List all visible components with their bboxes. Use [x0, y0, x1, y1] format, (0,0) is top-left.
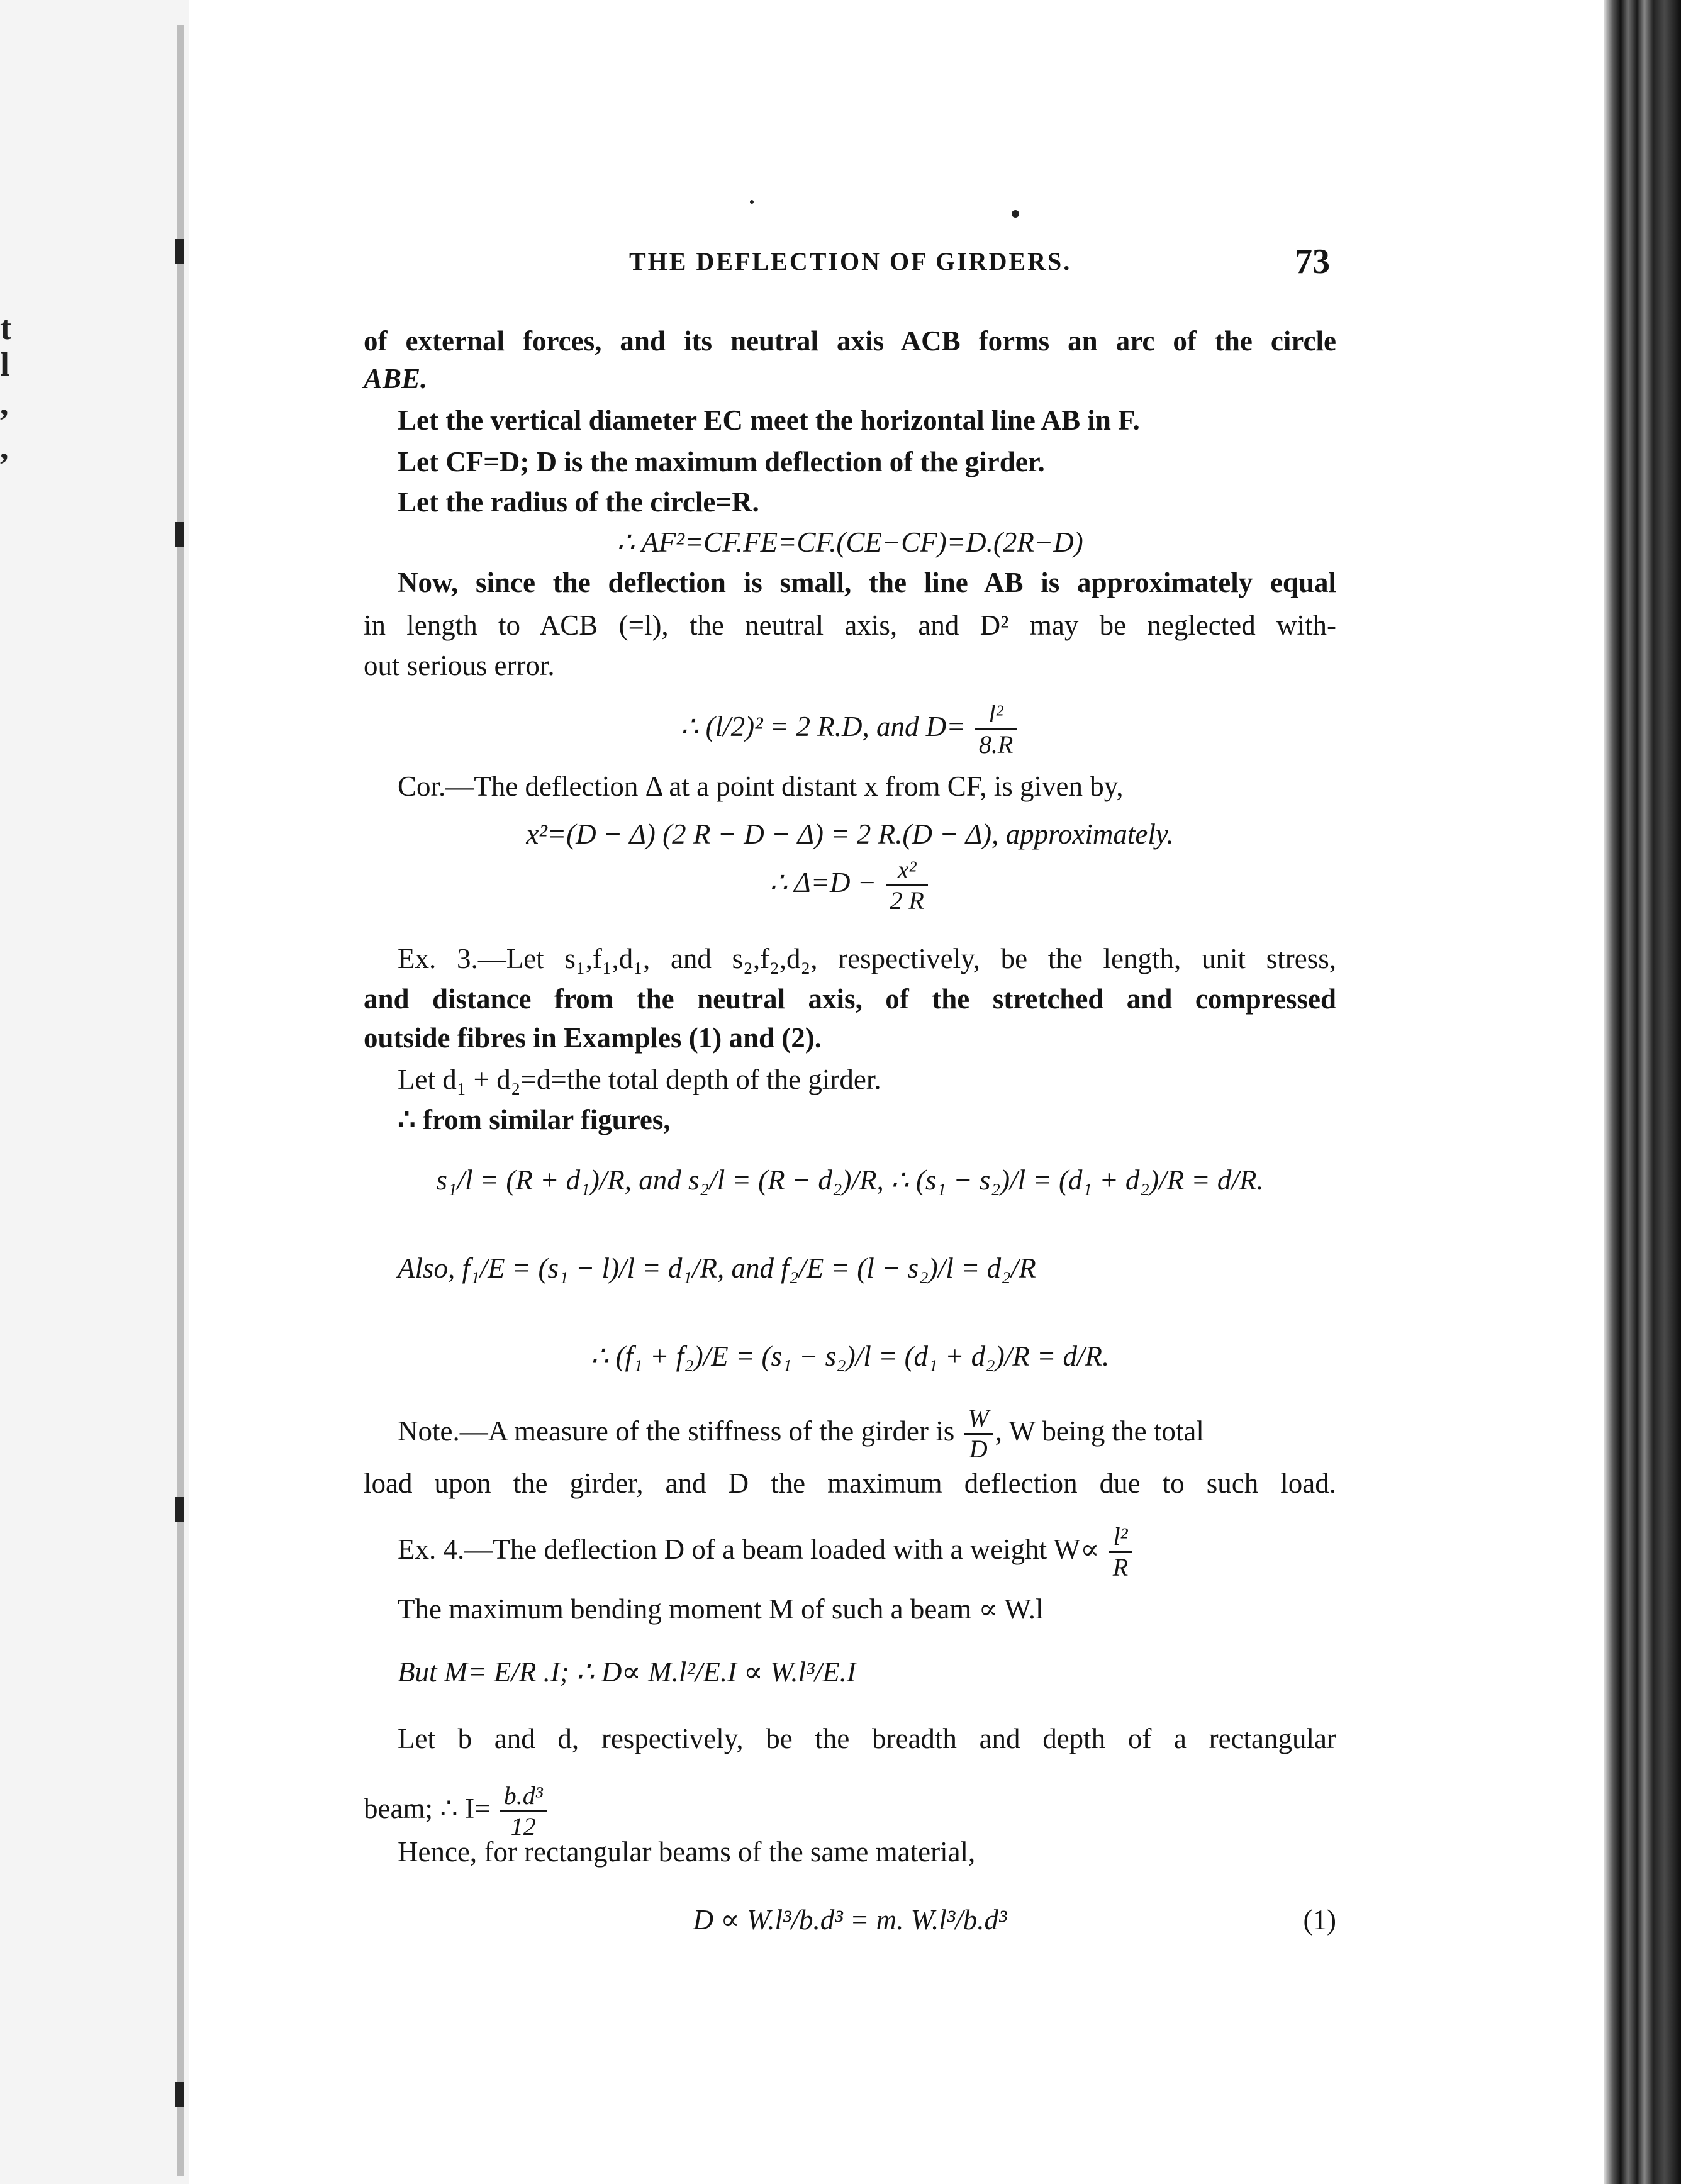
text-line: ABE.	[364, 363, 428, 394]
text-line: out serious error.	[364, 650, 555, 681]
margin-bleed-text: ,	[0, 384, 9, 422]
numerator: l²	[1109, 1522, 1132, 1553]
equation: x²=(D − Δ) (2 R − D − Δ) = 2 R.(D − Δ), approximately.	[526, 818, 1174, 850]
text-line: Cor.—The deflection Δ at a point distant x from CF, is given by,	[398, 771, 1124, 802]
margin-bleed-text: t	[0, 309, 11, 347]
equation-lhs: ∴ (l/2)² = 2 R.D, and D=	[680, 710, 966, 742]
text-line: ∴ from similar figures,	[398, 1104, 671, 1135]
binding-mark	[175, 1497, 184, 1522]
left-gutter	[0, 0, 189, 2184]
binding-mark	[175, 2082, 184, 2107]
fraction	[500, 1781, 547, 1841]
text-line: outside fibres in Examples (1) and (2).	[364, 1022, 822, 1054]
equation: ∴ (f₁ + f₂)/E = (s₁ − s₂)/l = (d₁ + d₂)/R = d/R.	[590, 1340, 1110, 1372]
equation	[364, 855, 1336, 915]
equation-body: D ∝ W.l³/b.d³ = m. W.l³/b.d³	[693, 1904, 1007, 1936]
text-line: Let the radius of the circle=R.	[398, 486, 759, 518]
beam-text: beam; ∴ I=	[364, 1792, 491, 1824]
page-number: 73	[1295, 242, 1330, 281]
example-text: Ex. 4.—The deflection D of a beam loaded with a weight W∝	[398, 1533, 1100, 1565]
text-line: of external forces, and its neutral axis ACB forms an arc of the circle	[364, 325, 1336, 357]
fraction	[964, 1404, 992, 1464]
text-line: Now, since the deflection is small, the line AB is approximately equal	[398, 567, 1336, 598]
margin-bleed-text: ,	[0, 428, 9, 466]
text-line	[398, 1522, 1336, 1582]
denominator: 8.R	[978, 730, 1014, 759]
scan-speck	[750, 200, 754, 204]
fraction	[886, 855, 927, 915]
text-line: in length to ACB (=l), the neutral axis, and D² may be neglected with-	[364, 610, 1336, 641]
page-fold	[177, 25, 184, 2176]
fraction	[975, 699, 1017, 759]
equation: But M= E/R .I; ∴ D∝ M.l²/E.I ∝ W.l³/E.I	[398, 1656, 856, 1688]
denominator: R	[1112, 1553, 1129, 1581]
text-line	[364, 1781, 1336, 1841]
note-text: , W being the total	[995, 1415, 1204, 1447]
binding-mark	[175, 239, 184, 264]
running-title: THE DEFLECTION OF GIRDERS.	[629, 247, 1072, 276]
numerator: l²	[975, 699, 1017, 730]
text-line: Ex. 3.—Let s₁,f₁,d₁, and s₂,f₂,d₂, respectively, be the length, unit stress,	[398, 943, 1336, 974]
margin-bleed-text: l	[0, 345, 10, 383]
equation	[364, 699, 1336, 759]
note-text: Note.—A measure of the stiffness of the girder is	[398, 1415, 955, 1447]
numerator: W	[964, 1404, 992, 1435]
equation: Also, f₁/E = (s₁ − l)/l = d₁/R, and f₂/E = (l − s₂)/l = d₂/R	[398, 1252, 1036, 1284]
numerator: b.d³	[500, 1781, 547, 1812]
equation: s₁/l = (R + d₁)/R, and s₂/l = (R − d₂)/R, ∴ (s₁ − s₂)/l = (d₁ + d₂)/R = d/R.	[436, 1164, 1264, 1196]
binding-mark	[175, 522, 184, 547]
scan-speck	[1012, 210, 1019, 218]
denominator: D	[969, 1435, 988, 1463]
text-line: load upon the girder, and D the maximum deflection due to such load.	[364, 1468, 1336, 1499]
denominator: 2 R	[890, 886, 924, 915]
text-line: Let CF=D; D is the maximum deflection of the girder.	[398, 446, 1045, 477]
fraction	[1109, 1522, 1132, 1582]
denominator: 12	[510, 1812, 536, 1841]
text-line: Let the vertical diameter EC meet the horizontal line AB in F.	[398, 404, 1140, 436]
equation-number: (1)	[1303, 1904, 1336, 1936]
text-line: Let d₁ + d₂=d=the total depth of the girder.	[398, 1064, 881, 1095]
numerator: x²	[886, 855, 927, 886]
text-line	[398, 1404, 1336, 1464]
equation	[364, 1902, 1336, 1937]
book-edge	[1604, 0, 1681, 2184]
equation-lhs: ∴ Δ=D −	[769, 866, 877, 898]
equation: ∴ AF²=CF.FE=CF.(CE−CF)=D.(2R−D)	[617, 526, 1083, 558]
text-line: Hence, for rectangular beams of the same material,	[398, 1836, 976, 1868]
text-line: The maximum bending moment M of such a beam ∝ W.l	[398, 1593, 1044, 1625]
text-line: and distance from the neutral axis, of the stretched and compressed	[364, 983, 1336, 1015]
text-line: Let b and d, respectively, be the breadth and depth of a rectangular	[398, 1723, 1336, 1754]
